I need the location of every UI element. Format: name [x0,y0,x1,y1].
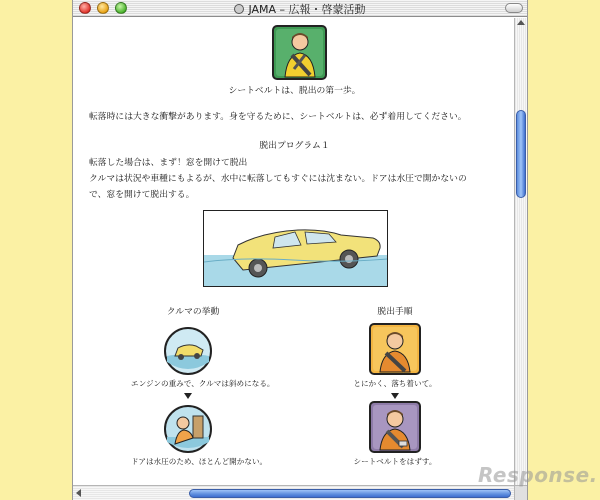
right-caption-1: とにかく、落ち着いて。 [353,379,437,388]
vertical-scrollbar[interactable] [514,18,527,485]
left-column-title: クルマの挙動 [166,307,220,317]
door-pressure-icon [163,404,213,454]
unbuckle-seatbelt-icon [369,401,421,453]
vertical-scroll-thumb[interactable] [516,110,526,198]
browser-window [72,0,528,500]
scroll-left-arrow-icon[interactable] [76,489,81,497]
intro-text: 転落時には大きな衝撃があります。身を守るために、シートベルトは、必ず着用してください。 [89,112,467,122]
page-content [73,18,516,485]
left-caption-2: ドアは水圧のため、ほとんど開かない。 [131,457,268,466]
tilted-car-icon [163,326,213,376]
right-arrow-down-icon [391,393,399,399]
right-caption-2: シートベルトをはずす。 [353,457,437,466]
toolbar-toggle-button[interactable] [505,3,523,13]
resize-corner[interactable] [514,485,527,500]
response-watermark: Response. [478,463,598,487]
globe-icon [234,4,244,14]
right-column-title: 脱出手順 [377,307,413,317]
scroll-up-arrow-icon[interactable] [517,20,525,25]
left-caption-1: エンジンの重みで、クルマは斜めになる。 [131,379,275,388]
program-title: 脱出プログラム１ [259,141,330,151]
horizontal-scrollbar[interactable] [73,485,516,500]
title-bar[interactable] [73,0,527,17]
paragraph-line-1: 転落した場合は、まず！窓を開けて脱出 [89,158,248,168]
page-heading: シートベルトは、脱出の第一歩。 [228,86,361,96]
calm-down-icon [369,323,421,375]
seatbelt-person-icon [272,25,327,80]
window-title [73,1,527,17]
paragraph-line-3: で、窓を開けて脱出する。 [89,190,195,200]
left-arrow-down-icon [184,393,192,399]
car-in-water-illustration [203,210,388,287]
window-title-text: JAMA – 広報・啓蒙活動 [248,3,366,16]
paragraph-line-2: クルマは状況や車種にもよるが、水中に転落してもすぐには沈まない。ドアは水圧で開かないの [89,174,467,184]
horizontal-scroll-thumb[interactable] [189,489,511,498]
